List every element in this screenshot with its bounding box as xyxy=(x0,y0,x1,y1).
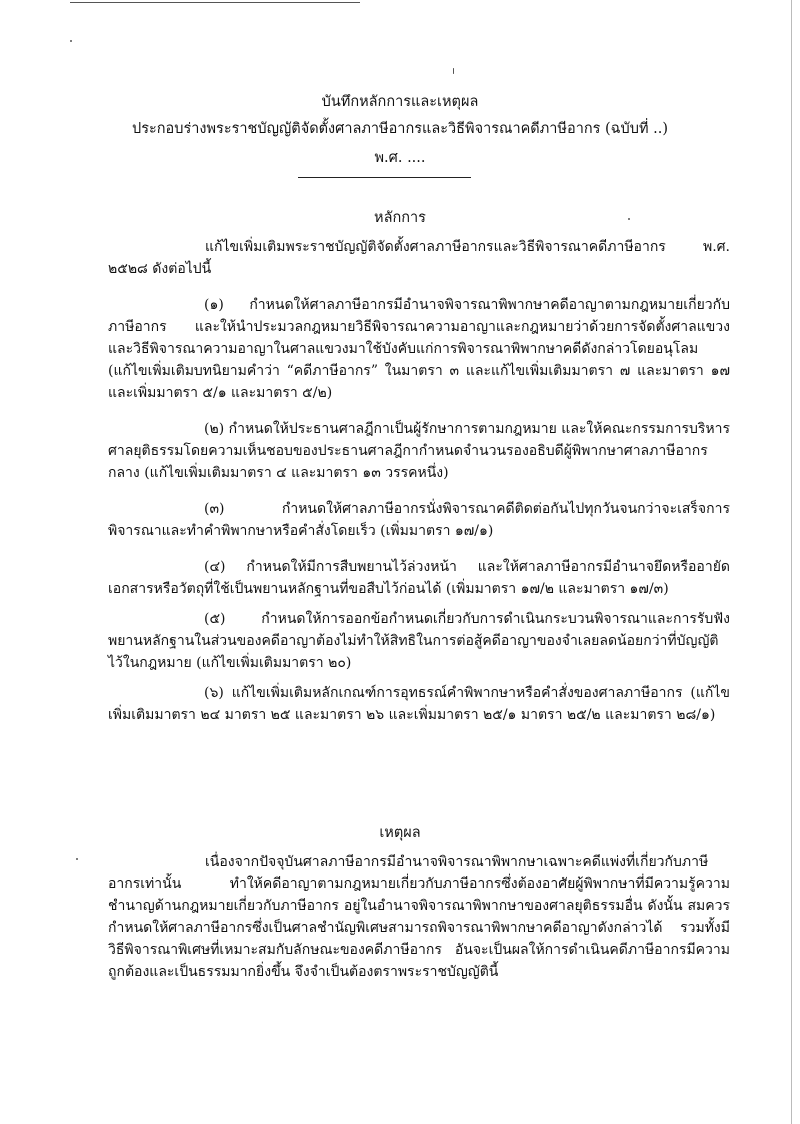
document-subheading: ประกอบร่างพระราชบัญญัติจัดตั้งศาลภาษีอากรและวิธีพิจารณาคดีภาษีอากร (ฉบับที่ ..) xyxy=(131,121,668,137)
scan-speck xyxy=(70,40,72,42)
reasons-section xyxy=(108,851,730,983)
principle-item-2: (๒) กำหนดให้ประธานศาลฎีกาเป็นผู้รักษาการตามกฎหมาย และให้คณะกรรมการบริหารศาลยุติธรรมโดยความเห็นชอบของประธานศาลฎีกากำหนดจำนวนรองอธิบดีผู้พิพากษาศาลภาษีอากรกลาง (แก้ไขเพิ่มเติมมาตรา ๔ และมาตรา ๑๓ วรรคหนึ่ง) xyxy=(108,421,730,481)
principle-item-4: (๔) กำหนดให้มีการสืบพยานไว้ล่วงหน้า และให้ศาลภาษีอากรมีอำนาจยึดหรืออายัดเอกสารหรือวัตถุที่ใช้เป็นพยานหลักฐานที่ขอสืบไว้ก่อนได้ (เพิ่มมาตรา ๑๗/๒ และมาตรา ๑๗/๓) xyxy=(108,559,730,597)
reasons-text: เนื่องจากปัจจุบันศาลภาษีอากรมีอำนาจพิจารณาพิพากษาเฉพาะคดีแพ่งที่เกี่ยวกับภาษีอากรเท่านั้น ทำให้คดีอาญาตามกฎหมายเกี่ยวกับภาษีอากรซึ่งต้องอาศัยผู้พิพากษาที่มีความรู้ความชำนาญด้านกฎหมายเกี่ยวกับภาษีอากร อยู่ในอำนาจพิจารณาพิพากษาของศาลยุติธรรมอื่น ดังนั้น สมควรกำหนดให้ศาลภาษีอากรซึ่งเป็นศาลชำนัญพิเศษสามารถพิจารณาพิพากษาคดีอาญาดังกล่าวได้ รวมทั้งมีวิธีพิจารณาพิเศษที่เหมาะสมกับลักษณะของคดีภาษีอากร อันจะเป็นผลให้การดำเนินคดีภาษีอากรมีความถูกต้องและเป็นธรรมมากยิ่งขึ้น จึงจำเป็นต้องตราพระราชบัญญัตินี้ xyxy=(108,854,730,980)
principle-item-5: (๕) กำหนดให้การออกข้อกำหนดเกี่ยวกับการดำเนินกระบวนพิจารณาและการรับฟังพยานหลักฐานในส่วนของคดีอาญาต้องไม่ทำให้สิทธิในการต่อสู้คดีอาญาของจำเลยลดน้อยกว่าที่บัญญัติไว้ในกฎหมาย (แก้ไขเพิ่มเติมมาตรา ๒๐) xyxy=(108,611,730,671)
principle-item-1: (๑) กำหนดให้ศาลภาษีอากรมีอำนาจพิจารณาพิพากษาคดีอาญาตามกฎหมายเกี่ยวกับภาษีอากร และให้นำประมวลกฎหมายวิธีพิจารณาความอาญาและกฎหมายว่าด้วยการจัดตั้งศาลแขวงและวิธีพิจารณาความอาญาในศาลแขวงมาใช้บังคับแก่การพิจารณาพิพากษาคดีดังกล่าวโดยอนุโลม (แก้ไขเพิ่มเติมบทนิยามคำว่า “คดีภาษีอากร” ในมาตรา ๓ และแก้ไขเพิ่มเติมมาตรา ๗ และมาตรา ๑๗ และเพิ่มมาตรา ๕/๑ และมาตรา ๕/๒) xyxy=(108,297,730,401)
reasons-title: เหตุผล xyxy=(379,825,421,841)
scan-speck xyxy=(453,68,454,74)
principles-section xyxy=(108,236,730,726)
principles-title: หลักการ xyxy=(374,210,426,226)
principles-intro: แก้ไขเพิ่มเติมพระราชบัญญัติจัดตั้งศาลภาษีอากรและวิธีพิจารณาคดีภาษีอากร พ.ศ. ๒๕๒๘ ดังต่อไปนี้ xyxy=(108,239,730,277)
principle-item-3: (๓) กำหนดให้ศาลภาษีอากรนั่งพิจารณาคดีติดต่อกันไปทุกวันจนกว่าจะเสร็จการพิจารณาและทำคำพิพากษาหรือคำสั่งโดยเร็ว (เพิ่มมาตรา ๑๗/๑) xyxy=(108,501,730,539)
principle-item-6: (๖) แก้ไขเพิ่มเติมหลักเกณฑ์การอุทธรณ์คำพิพากษาหรือคำสั่งของศาลภาษีอากร (แก้ไขเพิ่มเติมมาตรา ๒๔ มาตรา ๒๕ และมาตรา ๒๖ และเพิ่มมาตรา ๒๕/๑ มาตรา ๒๕/๒ และมาตรา ๒๘/๑) xyxy=(108,685,730,723)
document-heading: บันทึกหลักการและเหตุผล xyxy=(321,94,479,110)
scan-speck xyxy=(76,858,78,860)
year-line: พ.ศ. .... xyxy=(374,150,426,166)
scan-artifact-line xyxy=(70,2,360,3)
title-divider xyxy=(298,177,471,178)
